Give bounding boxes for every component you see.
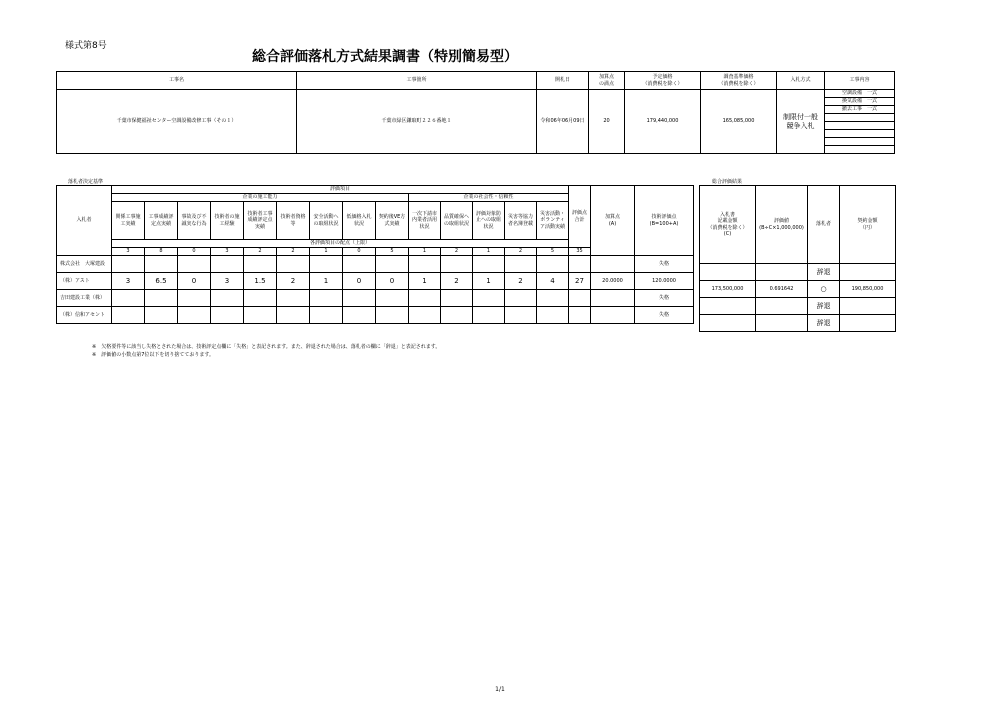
bonus-point (591, 307, 635, 324)
score-cell (178, 290, 211, 307)
score-cell (277, 256, 310, 273)
eval-item: 技術者資格 等 (277, 202, 310, 240)
allocation-value: 0 (343, 248, 376, 256)
score-cell (244, 307, 277, 324)
score-cell (112, 307, 145, 324)
score-cell (505, 290, 537, 307)
allocation-value: 8 (145, 248, 178, 256)
work-item (825, 138, 895, 146)
score-cell (409, 307, 441, 324)
page-number: 1/1 (495, 686, 505, 693)
score-cell: 2 (441, 273, 473, 290)
result-table (699, 185, 896, 332)
score-cell (112, 290, 145, 307)
score-cell: 1 (473, 273, 505, 290)
header-work-content: 工事内容 (825, 72, 895, 90)
page-title: 総合評価落札方式結果調書（特別簡易型） (252, 49, 518, 65)
score-cell (178, 307, 211, 324)
bid-amount (700, 298, 756, 315)
score-cell: 0 (376, 273, 409, 290)
table-row (57, 307, 694, 324)
eval-item: 技術者の施 工経験 (211, 202, 244, 240)
winner-mark: 辞退 (808, 298, 840, 315)
score-cell (310, 307, 343, 324)
table-row (57, 256, 694, 273)
score-cell: 2 (277, 273, 310, 290)
eval-total-header: 評価点 合計 (569, 186, 591, 248)
eval-value (756, 315, 808, 332)
score-cell: 1 (310, 273, 343, 290)
eval-item: 災害活動・ ボランティ ア活動実績 (537, 202, 569, 240)
contract-amount (840, 315, 896, 332)
eval-value-header: 評価値 (B÷C×1,000,000) (756, 186, 808, 264)
project-name: 千葉市保健福祉センター空調設備改修工事（その１） (57, 90, 297, 154)
score-cell (310, 256, 343, 273)
header-bid-method: 入札方式 (777, 72, 825, 90)
eval-value (756, 264, 808, 281)
contract-amount (840, 264, 896, 281)
work-item (825, 114, 895, 122)
allocation-value: 2 (244, 248, 277, 256)
winner-mark: ○ (808, 281, 840, 298)
score-cell (473, 307, 505, 324)
allocation-value: 1 (310, 248, 343, 256)
bidder-name: 株式会社 大塚建設 (57, 256, 112, 273)
score-cell: 6.5 (145, 273, 178, 290)
eval-item: 安全活動へ の取組状況 (310, 202, 343, 240)
score-cell (277, 290, 310, 307)
score-cell: 0 (343, 273, 376, 290)
tech-score-header: 技術評価点 (B=100+A) (635, 186, 694, 256)
allocation-value: 5 (376, 248, 409, 256)
winner-header: 落札者 (808, 186, 840, 264)
group-construction-ability: 企業の施工能力 (112, 194, 409, 202)
eval-item: 関係工事施 工実績 (112, 202, 145, 240)
score-cell (277, 307, 310, 324)
score-cell (473, 290, 505, 307)
score-cell: 4 (537, 273, 569, 290)
contract-amount (840, 298, 896, 315)
score-cell: 2 (505, 273, 537, 290)
eval-item: 工事成績評 定点実績 (145, 202, 178, 240)
score-cell (244, 256, 277, 273)
bid-method: 制限付一般 競争入札 (777, 90, 825, 154)
table-row (700, 264, 896, 281)
header-bonus-full: 加算点 の満点 (589, 72, 625, 90)
allocation-value: 3 (112, 248, 145, 256)
bonus-point (591, 256, 635, 273)
table-row (700, 281, 896, 298)
eval-item: 品質確保へ の取組状況 (441, 202, 473, 240)
allocation-total: 35 (569, 248, 591, 256)
tech-score: 失格 (635, 256, 694, 273)
work-item (825, 130, 895, 138)
bidder-header: 入札者 (57, 186, 112, 256)
table-row (57, 290, 694, 307)
eval-item: 契約後VE方 式実績 (376, 202, 409, 240)
bonus-point: 20.0000 (591, 273, 635, 290)
score-cell (211, 307, 244, 324)
project-info-table (56, 71, 895, 154)
eval-items-header: 評価項目 (112, 186, 569, 194)
score-cell (473, 256, 505, 273)
winner-mark: 辞退 (808, 315, 840, 332)
table-row (700, 315, 896, 332)
eval-item: 災害等協力 者名簿登載 (505, 202, 537, 240)
score-cell (343, 256, 376, 273)
score-cell (145, 307, 178, 324)
work-item (825, 122, 895, 130)
eval-total: 27 (569, 273, 591, 290)
allocation-value: 5 (537, 248, 569, 256)
allocation-value: 2 (277, 248, 310, 256)
score-cell (211, 256, 244, 273)
table-row (700, 298, 896, 315)
bidder-name: 吉田建設工業（株） (57, 290, 112, 307)
score-cell (376, 307, 409, 324)
eval-item: 低価格入札 状況 (343, 202, 376, 240)
score-cell (441, 256, 473, 273)
group-social-reliability: 企業の社会性・信頼性 (409, 194, 569, 202)
bonus-full: 20 (589, 90, 625, 154)
winner-mark: 辞退 (808, 264, 840, 281)
bid-amount (700, 264, 756, 281)
score-cell (537, 290, 569, 307)
score-cell (376, 290, 409, 307)
score-cell (112, 256, 145, 273)
header-min-price: 調査基準価格 （消費税を除く） (701, 72, 777, 90)
estimated-price: 179,440,000 (625, 90, 701, 154)
note: ※ 評価値の小数点第7位以下を切り捨てております。 (92, 352, 214, 358)
score-cell (310, 290, 343, 307)
score-cell (505, 256, 537, 273)
criteria-table (56, 185, 694, 324)
criteria-section-label: 落札者決定基準 (68, 179, 104, 185)
score-cell (537, 256, 569, 273)
score-cell: 0 (178, 273, 211, 290)
eval-item: 事故及び不 誠実な行為 (178, 202, 211, 240)
score-cell (441, 290, 473, 307)
score-cell (211, 290, 244, 307)
bid-amount (700, 315, 756, 332)
result-section-label: 総合評価結果 (712, 179, 743, 185)
eval-value: 0.691642 (756, 281, 808, 298)
score-cell (441, 307, 473, 324)
bid-amount-header: 入札書 記載金額 （消費税を除く） (C) (700, 186, 756, 264)
work-item (825, 146, 895, 154)
opening-date: 令和06年06月09日 (537, 90, 589, 154)
score-cell: 1.5 (244, 273, 277, 290)
header-estimated-price: 予定価格 （消費税を除く） (625, 72, 701, 90)
contract-amount-header: 契約金額 （円） (840, 186, 896, 264)
note: ※ 欠格要件等に該当し失格とされた場合は、技術評定点欄に「失格」と表記されます。また、辞退された場合は、落札者の欄に「辞退」と表記されます。 (92, 344, 441, 350)
table-row (57, 273, 694, 290)
header-project-name: 工事名 (57, 72, 297, 90)
header-opening-date: 開札日 (537, 72, 589, 90)
eval-item: 技術者工事 成績評定点 実績 (244, 202, 277, 240)
allocation-value: 1 (409, 248, 441, 256)
score-cell: 3 (211, 273, 244, 290)
tech-score: 失格 (635, 290, 694, 307)
header-location: 工事箇所 (297, 72, 537, 90)
eval-item: 一次下請市 内業者活用 状況 (409, 202, 441, 240)
bidder-name: （株）信和アセント (57, 307, 112, 324)
contract-amount: 190,850,000 (840, 281, 896, 298)
eval-total (569, 307, 591, 324)
work-item: 空調設備 一式 (825, 90, 895, 98)
work-item: 換気設備 一式 (825, 98, 895, 106)
score-cell: 1 (409, 273, 441, 290)
bid-amount: 173,500,000 (700, 281, 756, 298)
allocation-value: 1 (473, 248, 505, 256)
eval-value (756, 298, 808, 315)
bonus-point-header: 加算点 (A) (591, 186, 635, 256)
eval-item: 評価対象防 止への取組 状況 (473, 202, 505, 240)
score-cell (343, 290, 376, 307)
score-cell (409, 256, 441, 273)
score-cell (145, 256, 178, 273)
allocation-value: 2 (441, 248, 473, 256)
allocation-value: 3 (211, 248, 244, 256)
score-cell (505, 307, 537, 324)
allocation-value: 0 (178, 248, 211, 256)
project-location: 千葉市緑区鎌取町２２６番地１ (297, 90, 537, 154)
score-cell (178, 256, 211, 273)
bidder-name: （株）アスト (57, 273, 112, 290)
tech-score: 120.0000 (635, 273, 694, 290)
score-cell: 3 (112, 273, 145, 290)
allocation-value: 2 (505, 248, 537, 256)
score-cell (537, 307, 569, 324)
score-cell (409, 290, 441, 307)
min-price: 165,085,000 (701, 90, 777, 154)
allocation-label: 各評価項目の配点（上限） (112, 240, 569, 248)
score-cell (145, 290, 178, 307)
work-item: 撤去工事 一式 (825, 106, 895, 114)
eval-total (569, 256, 591, 273)
bonus-point (591, 290, 635, 307)
eval-total (569, 290, 591, 307)
score-cell (376, 256, 409, 273)
tech-score: 失格 (635, 307, 694, 324)
form-number: 様式第8号 (65, 41, 107, 51)
score-cell (343, 307, 376, 324)
score-cell (244, 290, 277, 307)
